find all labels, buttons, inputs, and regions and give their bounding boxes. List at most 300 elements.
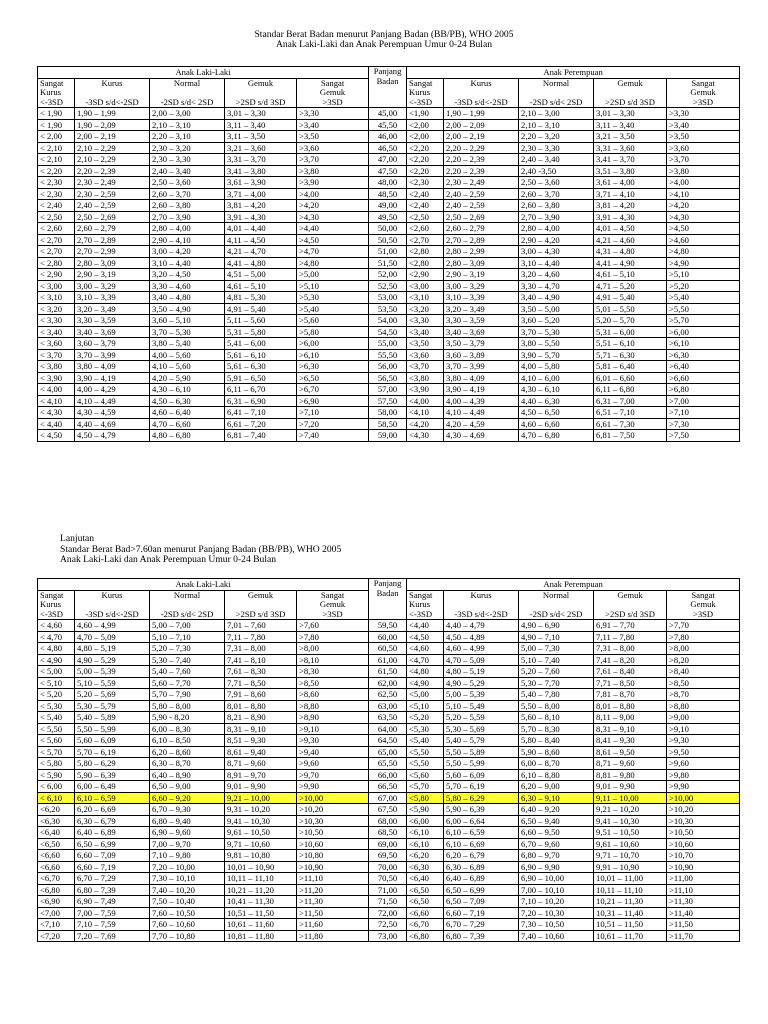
continuation-notes	[60, 534, 341, 566]
length-cell: 46,50	[369, 142, 407, 154]
table-row	[38, 349, 740, 361]
boys-normal-cell: 7,60 – 10,50	[150, 907, 225, 919]
label-line: >3SD	[693, 96, 714, 107]
girls-sangat-kurus-cell: <6,70	[407, 919, 444, 931]
girls-kurus-cell: 5,60 – 6,09	[444, 769, 519, 781]
girls-sangat-kurus-cell: <4,20	[407, 418, 444, 430]
table-row	[38, 200, 740, 212]
girls-sangat-gemuk-cell: >8,00	[667, 643, 740, 655]
boys-sangat-kurus-cell: < 2,90	[38, 269, 75, 281]
girls-sangat-gemuk-cell: >7,80	[667, 631, 740, 643]
boys-kurus-cell: 7,10 – 7,59	[75, 919, 150, 931]
boys-sangat-gemuk-cell: >4,80	[297, 257, 369, 269]
table-row	[38, 292, 740, 304]
length-cell: 64,00	[369, 723, 407, 735]
girls-kurus-cell: 4,30 – 4,69	[444, 430, 519, 442]
girls-normal-cell: 6,10 – 8,80	[519, 769, 594, 781]
girls-sangat-gemuk-cell: >3,80	[667, 165, 740, 177]
girls-gemuk-cell: 9,11 – 10,00	[594, 792, 667, 804]
boys-gemuk-cell: 9,71 – 10,60	[225, 838, 297, 850]
label-line: >3SD	[322, 96, 343, 107]
boys-sangat-kurus-cell: <7,20	[38, 930, 75, 942]
girls-gemuk-cell: 8,31 – 9,10	[594, 723, 667, 735]
boys-kurus-cell: 4,30 – 4,59	[75, 407, 150, 419]
girls-sangat-gemuk-cell: >9,80	[667, 769, 740, 781]
girls-normal-cell: 5,30 – 7,70	[519, 677, 594, 689]
boys-normal-cell: 3,40 – 4,80	[150, 292, 225, 304]
girls-sangat-gemuk-cell: >4,00	[667, 177, 740, 189]
boys-sangat-kurus-cell: < 2,70	[38, 246, 75, 258]
girls-gemuk-cell: 5,81 – 6,40	[594, 361, 667, 373]
girls-sangat-kurus-cell: <4,50	[407, 631, 444, 643]
girls-sangat-kurus-cell: <2,00	[407, 119, 444, 131]
title-line-2: Anak Laki-Laki dan Anak Perempuan Umur 0-24 Bulan	[275, 39, 493, 50]
girls-normal-cell: 2,80 – 4,00	[519, 223, 594, 235]
boys-sangat-gemuk-cell: >8,60	[297, 689, 369, 701]
boys-gemuk-cell: 6,41 – 7,10	[225, 407, 297, 419]
girls-sangat-gemuk-cell: >4,10	[667, 188, 740, 200]
girls-normal-cell: 7,00 – 10,10	[519, 884, 594, 896]
table-row	[38, 677, 740, 689]
girls-sangat-kurus-cell: <5,90	[407, 804, 444, 816]
table-row	[38, 430, 740, 442]
girls-kurus-cell: 3,40 – 3,69	[444, 326, 519, 338]
girls-sangat-gemuk-cell: >9,50	[667, 746, 740, 758]
girls-normal-cell: 4,40 – 6,30	[519, 395, 594, 407]
boys-sangat-kurus-cell: < 3,20	[38, 303, 75, 315]
girls-kurus-cell: 2,50 – 2,69	[444, 211, 519, 223]
boys-kurus-cell: 3,70 – 3,99	[75, 349, 150, 361]
girls-kurus-cell: 2,80 – 3,09	[444, 257, 519, 269]
boys-normal-cell: 2,40 – 3,40	[150, 165, 225, 177]
girls-sangat-kurus-cell: <6,50	[407, 896, 444, 908]
boys-normal-cell: 2,80 – 4,00	[150, 223, 225, 235]
girls-kurus-cell: 5,70 – 6,19	[444, 781, 519, 793]
label-line: Gemuk	[247, 590, 274, 600]
length-cell: 63,00	[369, 700, 407, 712]
boys-normal-cell: 7,30 – 10,10	[150, 873, 225, 885]
boys-kurus-cell: 6,60 – 7,09	[75, 850, 150, 862]
length-cell: 58,00	[369, 407, 407, 419]
boys-sangat-gemuk-cell: >5,30	[297, 292, 369, 304]
girls-normal-cell: 4,10 – 6,00	[519, 372, 594, 384]
boys-gemuk-cell: 3,21 – 3,60	[225, 142, 297, 154]
boys-normal-cell: 7,10 – 9,80	[150, 850, 225, 862]
length-cell: 52,00	[369, 269, 407, 281]
length-cell: 62,00	[369, 677, 407, 689]
boys-kurus-cell: 2,40 – 2,59	[75, 200, 150, 212]
girls-kurus-cell: 6,30 – 6,89	[444, 861, 519, 873]
length-cell: 59,00	[369, 430, 407, 442]
table-row	[38, 631, 740, 643]
label-line: -3SD s/d<-2SD	[85, 608, 139, 619]
girls-normal-cell: 6,90 – 10,00	[519, 873, 594, 885]
boys-sangat-gemuk-cell: >4,20	[297, 200, 369, 212]
girls-kurus-cell: 3,50 – 3,79	[444, 338, 519, 350]
boys-normal-cell: 6,10 – 8,50	[150, 735, 225, 747]
boys-sangat-kurus-cell: < 5,90	[38, 769, 75, 781]
girls-gemuk-cell: 9,41 – 10,30	[594, 815, 667, 827]
girls-sangat-gemuk-cell: >3,40	[667, 119, 740, 131]
boys-sangat-kurus-cell: < 2,20	[38, 165, 75, 177]
boys-kurus-cell: 4,40 – 4,69	[75, 418, 150, 430]
girls-sangat-gemuk-cell: >8,20	[667, 654, 740, 666]
boys-sangat-kurus-cell: < 5,80	[38, 758, 75, 770]
boys-sangat-gemuk-cell: >9,10	[297, 723, 369, 735]
girls-kurus-cell: 6,50 – 7,09	[444, 896, 519, 908]
girls-normal-cell: 2,60 – 3,70	[519, 188, 594, 200]
boys-kurus-cell: 5,60 – 6,09	[75, 735, 150, 747]
boys-gemuk-cell: 5,31 – 5,80	[225, 326, 297, 338]
boys-gemuk-cell: 3,61 – 3,90	[225, 177, 297, 189]
boys-gemuk-cell: 4,51 – 5,00	[225, 269, 297, 281]
girls-sangat-kurus-cell: <3,40	[407, 326, 444, 338]
boys-sangat-gemuk-cell: >10,20	[297, 804, 369, 816]
boys-sangat-kurus-cell: <6,60	[38, 850, 75, 862]
length-cell: 64,50	[369, 735, 407, 747]
girls-sangat-gemuk-cell: >11,70	[667, 930, 740, 942]
boys-gemuk-cell: 3,11 – 3,40	[225, 119, 297, 131]
boys-kurus-cell: 6,70 – 7,29	[75, 873, 150, 885]
boys-normal-cell: 7,40 – 10,20	[150, 884, 225, 896]
boys-sangat-kurus-cell: < 4,00	[38, 384, 75, 396]
boys-normal-cell: 6,00 – 8,30	[150, 723, 225, 735]
girls-sangat-kurus-cell: <6,10	[407, 838, 444, 850]
table-row	[38, 188, 740, 200]
girls-gemuk-cell: 7,71 – 8,50	[594, 677, 667, 689]
table-row	[38, 884, 740, 896]
girls-kurus-cell: 1,90 – 1,99	[444, 108, 519, 120]
boys-kurus-cell: 6,80 – 7,39	[75, 884, 150, 896]
girls-sangat-gemuk-cell: >11,10	[667, 884, 740, 896]
girls-kurus-cell: 4,70 – 5,09	[444, 654, 519, 666]
girls-kurus-cell: 6,60 – 7,19	[444, 907, 519, 919]
girls-kurus-cell: 5,50 – 5,89	[444, 746, 519, 758]
boys-gemuk-cell: 6,31 – 6,90	[225, 395, 297, 407]
boys-sangat-kurus-cell: < 6,00	[38, 781, 75, 793]
label-line: -2SD s/d< 2SD	[160, 608, 214, 619]
section-header-row	[38, 579, 740, 591]
boys-kurus-cell: 3,60 – 3,79	[75, 338, 150, 350]
girls-gemuk-cell: 8,81 – 9,80	[594, 769, 667, 781]
girls-sangat-kurus-cell: <2,60	[407, 223, 444, 235]
length-cell: 60,00	[369, 631, 407, 643]
girls-sangat-gemuk-cell: >5,40	[667, 292, 740, 304]
boys-normal-cell: 2,20 – 3,10	[150, 131, 225, 143]
girls-sangat-gemuk-cell: >6,30	[667, 349, 740, 361]
girls-gemuk-header	[594, 78, 667, 108]
length-cell: 57,50	[369, 395, 407, 407]
boys-gemuk-cell: 10,61 – 11,60	[225, 919, 297, 931]
length-cell: 47,00	[369, 154, 407, 166]
boys-normal-header	[150, 78, 225, 108]
boys-kurus-cell: 2,50 – 2,69	[75, 211, 150, 223]
boys-sangat-gemuk-cell: >10,00	[297, 792, 369, 804]
girls-sangat-gemuk-cell: >10,30	[667, 815, 740, 827]
boys-sangat-kurus-cell: < 3,00	[38, 280, 75, 292]
label-line: -2SD s/d< 2SD	[160, 96, 214, 107]
girls-normal-cell: 3,10 – 4,40	[519, 257, 594, 269]
girls-gemuk-cell: 5,31 – 6,00	[594, 326, 667, 338]
girls-sangat-kurus-cell: <5,80	[407, 792, 444, 804]
boys-kurus-cell: 6,90 – 7,49	[75, 896, 150, 908]
girls-sangat-kurus-cell: <2,30	[407, 177, 444, 189]
label-line: Normal	[173, 590, 201, 600]
girls-kurus-cell: 3,00 – 3,29	[444, 280, 519, 292]
boys-sangat-gemuk-cell: >6,00	[297, 338, 369, 350]
girls-sangat-kurus-cell: <6,80	[407, 930, 444, 942]
girls-normal-cell: 3,40 – 4,90	[519, 292, 594, 304]
length-cell: 70,50	[369, 873, 407, 885]
table-row	[38, 131, 740, 143]
girls-gemuk-cell: 10,11 – 11,10	[594, 884, 667, 896]
table-header	[38, 67, 740, 108]
boys-sangat-kurus-cell: < 3,40	[38, 326, 75, 338]
boys-sangat-gemuk-cell: >3,40	[297, 119, 369, 131]
boys-gemuk-cell: 10,41 – 11,30	[225, 896, 297, 908]
girls-sangat-kurus-cell: <3,30	[407, 315, 444, 327]
boys-normal-cell: 4,70 – 6,60	[150, 418, 225, 430]
boys-sangat-gemuk-cell: >3,60	[297, 142, 369, 154]
girls-sangat-gemuk-cell: >7,10	[667, 407, 740, 419]
boys-gemuk-cell: 9,31 – 10,20	[225, 804, 297, 816]
boys-normal-cell: 7,20 – 10,00	[150, 861, 225, 873]
table-row	[38, 735, 740, 747]
boys-sangat-gemuk-cell: >5,10	[297, 280, 369, 292]
girls-sangat-kurus-cell: <2,40	[407, 200, 444, 212]
label-line: Kurus	[40, 599, 62, 610]
boys-sangat-gemuk-cell: >7,10	[297, 407, 369, 419]
girls-normal-cell: 2,60 – 3,80	[519, 200, 594, 212]
boys-kurus-cell: 6,30 – 6,79	[75, 815, 150, 827]
boys-sangat-gemuk-header	[297, 78, 369, 108]
boys-gemuk-cell: 4,11 – 4,50	[225, 234, 297, 246]
boys-kurus-cell: 2,60 – 2,79	[75, 223, 150, 235]
boys-sangat-kurus-cell: < 5,20	[38, 689, 75, 701]
girls-normal-cell: 3,70 – 5,30	[519, 326, 594, 338]
boys-gemuk-cell: 5,91 – 6,50	[225, 372, 297, 384]
boys-sangat-kurus-cell: < 4,70	[38, 631, 75, 643]
girls-sangat-gemuk-cell: >6,00	[667, 326, 740, 338]
girls-gemuk-cell: 8,71 – 9,60	[594, 758, 667, 770]
boys-sangat-kurus-cell: <6,90	[38, 896, 75, 908]
boys-sangat-kurus-cell: <6,20	[38, 804, 75, 816]
girls-sangat-kurus-cell: <5,10	[407, 700, 444, 712]
boys-gemuk-cell: 5,41 – 6,00	[225, 338, 297, 350]
girls-gemuk-cell: 6,61 – 7,30	[594, 418, 667, 430]
girls-normal-cell: 4,50 – 6,50	[519, 407, 594, 419]
boys-gemuk-cell: 7,31 – 8,00	[225, 643, 297, 655]
girls-sangat-gemuk-cell: >10,00	[667, 792, 740, 804]
girls-gemuk-cell: 6,91 – 7,70	[594, 620, 667, 632]
length-cell: 60,50	[369, 643, 407, 655]
boys-normal-cell: 6,50 – 9,00	[150, 781, 225, 793]
girls-kurus-cell: 5,90 – 6,39	[444, 804, 519, 816]
girls-sangat-kurus-cell: <3,50	[407, 338, 444, 350]
boys-gemuk-cell: 4,21 – 4,70	[225, 246, 297, 258]
girls-sangat-kurus-cell: <5,60	[407, 769, 444, 781]
boys-sangat-kurus-cell: < 1,90	[38, 119, 75, 131]
girls-sangat-gemuk-cell: >4,50	[667, 223, 740, 235]
boys-gemuk-cell: 10,01 – 10,90	[225, 861, 297, 873]
boys-kurus-cell: 3,10 – 3,39	[75, 292, 150, 304]
girls-sangat-kurus-cell: <2,50	[407, 211, 444, 223]
label-line: Kurus	[470, 590, 492, 600]
boys-normal-cell: 4,60 – 6,40	[150, 407, 225, 419]
boys-kurus-cell: 6,50 – 6,99	[75, 838, 150, 850]
girls-gemuk-cell: 8,01 – 8,80	[594, 700, 667, 712]
length-cell: 48,50	[369, 188, 407, 200]
table-row	[38, 108, 740, 120]
table-row	[38, 303, 740, 315]
boys-sangat-kurus-cell: < 2,00	[38, 131, 75, 143]
length-cell: 70,00	[369, 861, 407, 873]
boys-normal-cell: 5,80 – 8,00	[150, 700, 225, 712]
boys-kurus-cell: 4,10 – 4,49	[75, 395, 150, 407]
girls-gemuk-cell: 5,51 – 6,10	[594, 338, 667, 350]
boys-normal-cell: 3,50 – 4,90	[150, 303, 225, 315]
boys-sangat-gemuk-cell: >10,30	[297, 815, 369, 827]
girls-sangat-kurus-cell: <3,60	[407, 349, 444, 361]
girls-sangat-kurus-cell: <3,70	[407, 361, 444, 373]
girls-kurus-cell: 4,90 – 5,29	[444, 677, 519, 689]
boys-sangat-kurus-cell: < 2,30	[38, 177, 75, 189]
boys-kurus-header	[75, 78, 150, 108]
girls-sangat-kurus-cell: <3,20	[407, 303, 444, 315]
label-line: <-3SD	[40, 608, 63, 619]
label-line: Sangat	[409, 590, 433, 600]
boys-kurus-cell: 6,00 – 6,49	[75, 781, 150, 793]
length-cell: 73,00	[369, 930, 407, 942]
length-cell: 49,00	[369, 200, 407, 212]
girls-normal-cell: 4,30 – 6,10	[519, 384, 594, 396]
boys-sangat-gemuk-cell: >10,50	[297, 827, 369, 839]
boys-kurus-cell: 4,50 – 4,79	[75, 430, 150, 442]
girls-sangat-kurus-cell: <4,10	[407, 407, 444, 419]
boys-sangat-gemuk-cell: >10,60	[297, 838, 369, 850]
girls-gemuk-cell: 9,51 – 10,50	[594, 827, 667, 839]
label-line: >3SD	[322, 608, 343, 619]
girls-kurus-cell: 2,20 – 2,39	[444, 154, 519, 166]
boys-sangat-gemuk-cell: >4,50	[297, 234, 369, 246]
boys-kurus-cell: 2,80 – 3,09	[75, 257, 150, 269]
boys-normal-cell: 5,00 – 7,00	[150, 620, 225, 632]
girls-gemuk-cell: 3,61 – 4,00	[594, 177, 667, 189]
girls-sangat-gemuk-cell: >7,50	[667, 430, 740, 442]
boys-sangat-gemuk-cell: >8,50	[297, 677, 369, 689]
boys-sangat-kurus-cell: < 2,40	[38, 200, 75, 212]
girls-sangat-gemuk-cell: >10,90	[667, 861, 740, 873]
table-row	[38, 257, 740, 269]
boys-normal-cell: 3,20 – 4,50	[150, 269, 225, 281]
boys-sangat-kurus-cell: < 2,60	[38, 223, 75, 235]
length-label-line-2: Badan	[376, 587, 399, 598]
girls-section-header: Anak Perempuan	[407, 67, 740, 79]
girls-sangat-kurus-cell: <5,70	[407, 781, 444, 793]
table-header	[38, 579, 740, 620]
girls-kurus-cell: 6,20 – 6,79	[444, 850, 519, 862]
girls-sangat-kurus-cell: <5,50	[407, 746, 444, 758]
boys-sangat-gemuk-cell: >6,30	[297, 361, 369, 373]
table-row	[38, 896, 740, 908]
length-cell: 61,50	[369, 666, 407, 678]
length-cell: 67,50	[369, 804, 407, 816]
boys-kurus-cell: 1,90 – 1,99	[75, 108, 150, 120]
boys-normal-cell: 5,70 – 7,90	[150, 689, 225, 701]
boys-sangat-gemuk-cell: >4,70	[297, 246, 369, 258]
boys-sangat-kurus-cell: < 2,10	[38, 154, 75, 166]
girls-gemuk-cell: 10,31 – 11,40	[594, 907, 667, 919]
length-label-line-1: Panjang	[373, 578, 402, 588]
boys-sangat-gemuk-cell: >9,30	[297, 735, 369, 747]
length-cell: 72,50	[369, 919, 407, 931]
girls-sangat-gemuk-header	[667, 590, 740, 620]
length-cell: 51,50	[369, 257, 407, 269]
boys-kurus-cell: 5,80 – 6,29	[75, 758, 150, 770]
boys-sangat-gemuk-cell: >3,70	[297, 154, 369, 166]
girls-sangat-kurus-cell: <2,90	[407, 269, 444, 281]
girls-sangat-gemuk-cell: >7,00	[667, 395, 740, 407]
section-header-row	[38, 67, 740, 79]
girls-sangat-gemuk-cell: >9,60	[667, 758, 740, 770]
girls-kurus-cell: 3,30 – 3,59	[444, 315, 519, 327]
boys-kurus-cell: 4,70 – 5,09	[75, 631, 150, 643]
girls-kurus-header	[444, 78, 519, 108]
girls-kurus-cell: 4,10 – 4,49	[444, 407, 519, 419]
girls-sangat-gemuk-cell: >6,60	[667, 372, 740, 384]
girls-normal-cell: 2,10 – 3,00	[519, 108, 594, 120]
boys-normal-cell: 2,60 – 3,80	[150, 200, 225, 212]
girls-sangat-kurus-cell: <6,00	[407, 815, 444, 827]
boys-kurus-cell: 4,60 – 4,99	[75, 620, 150, 632]
length-cell: 45,50	[369, 119, 407, 131]
length-cell: 58,50	[369, 418, 407, 430]
girls-kurus-cell: 6,00 – 6,64	[444, 815, 519, 827]
boys-gemuk-cell: 5,61 – 6,10	[225, 349, 297, 361]
boys-sangat-gemuk-cell: >7,80	[297, 631, 369, 643]
boys-kurus-cell: 4,90 – 5,29	[75, 654, 150, 666]
length-cell: 45,00	[369, 108, 407, 120]
girls-gemuk-cell: 3,01 – 3,30	[594, 108, 667, 120]
table-row	[38, 827, 740, 839]
girls-normal-cell: 2,40 – 3,40	[519, 154, 594, 166]
girls-normal-cell: 7,10 – 10,20	[519, 896, 594, 908]
boys-normal-header	[150, 590, 225, 620]
boys-kurus-cell: 5,50 – 5,99	[75, 723, 150, 735]
boys-sangat-kurus-cell: < 4,80	[38, 643, 75, 655]
boys-sangat-gemuk-cell: >5,80	[297, 326, 369, 338]
boys-normal-cell: 3,80 – 5,40	[150, 338, 225, 350]
girls-gemuk-cell: 10,01 – 11,00	[594, 873, 667, 885]
boys-kurus-cell: 3,30 – 3,59	[75, 315, 150, 327]
girls-normal-cell: 6,30 – 9,10	[519, 792, 594, 804]
table-row	[38, 873, 740, 885]
girls-gemuk-cell: 9,01 – 9,90	[594, 781, 667, 793]
girls-sangat-gemuk-cell: >4,80	[667, 246, 740, 258]
girls-gemuk-cell: 10,21 – 11,30	[594, 896, 667, 908]
length-cell: 65,50	[369, 758, 407, 770]
length-cell: 54,00	[369, 315, 407, 327]
length-cell: 54,50	[369, 326, 407, 338]
girls-gemuk-cell: 3,81 – 4,20	[594, 200, 667, 212]
boys-normal-cell: 2,70 – 3,90	[150, 211, 225, 223]
table-body	[38, 108, 740, 442]
label-line: Kurus	[101, 590, 123, 600]
length-cell: 55,50	[369, 349, 407, 361]
boys-sangat-kurus-cell: < 5,40	[38, 712, 75, 724]
girls-sangat-kurus-cell: <4,70	[407, 654, 444, 666]
label-line: <-3SD	[409, 96, 433, 107]
